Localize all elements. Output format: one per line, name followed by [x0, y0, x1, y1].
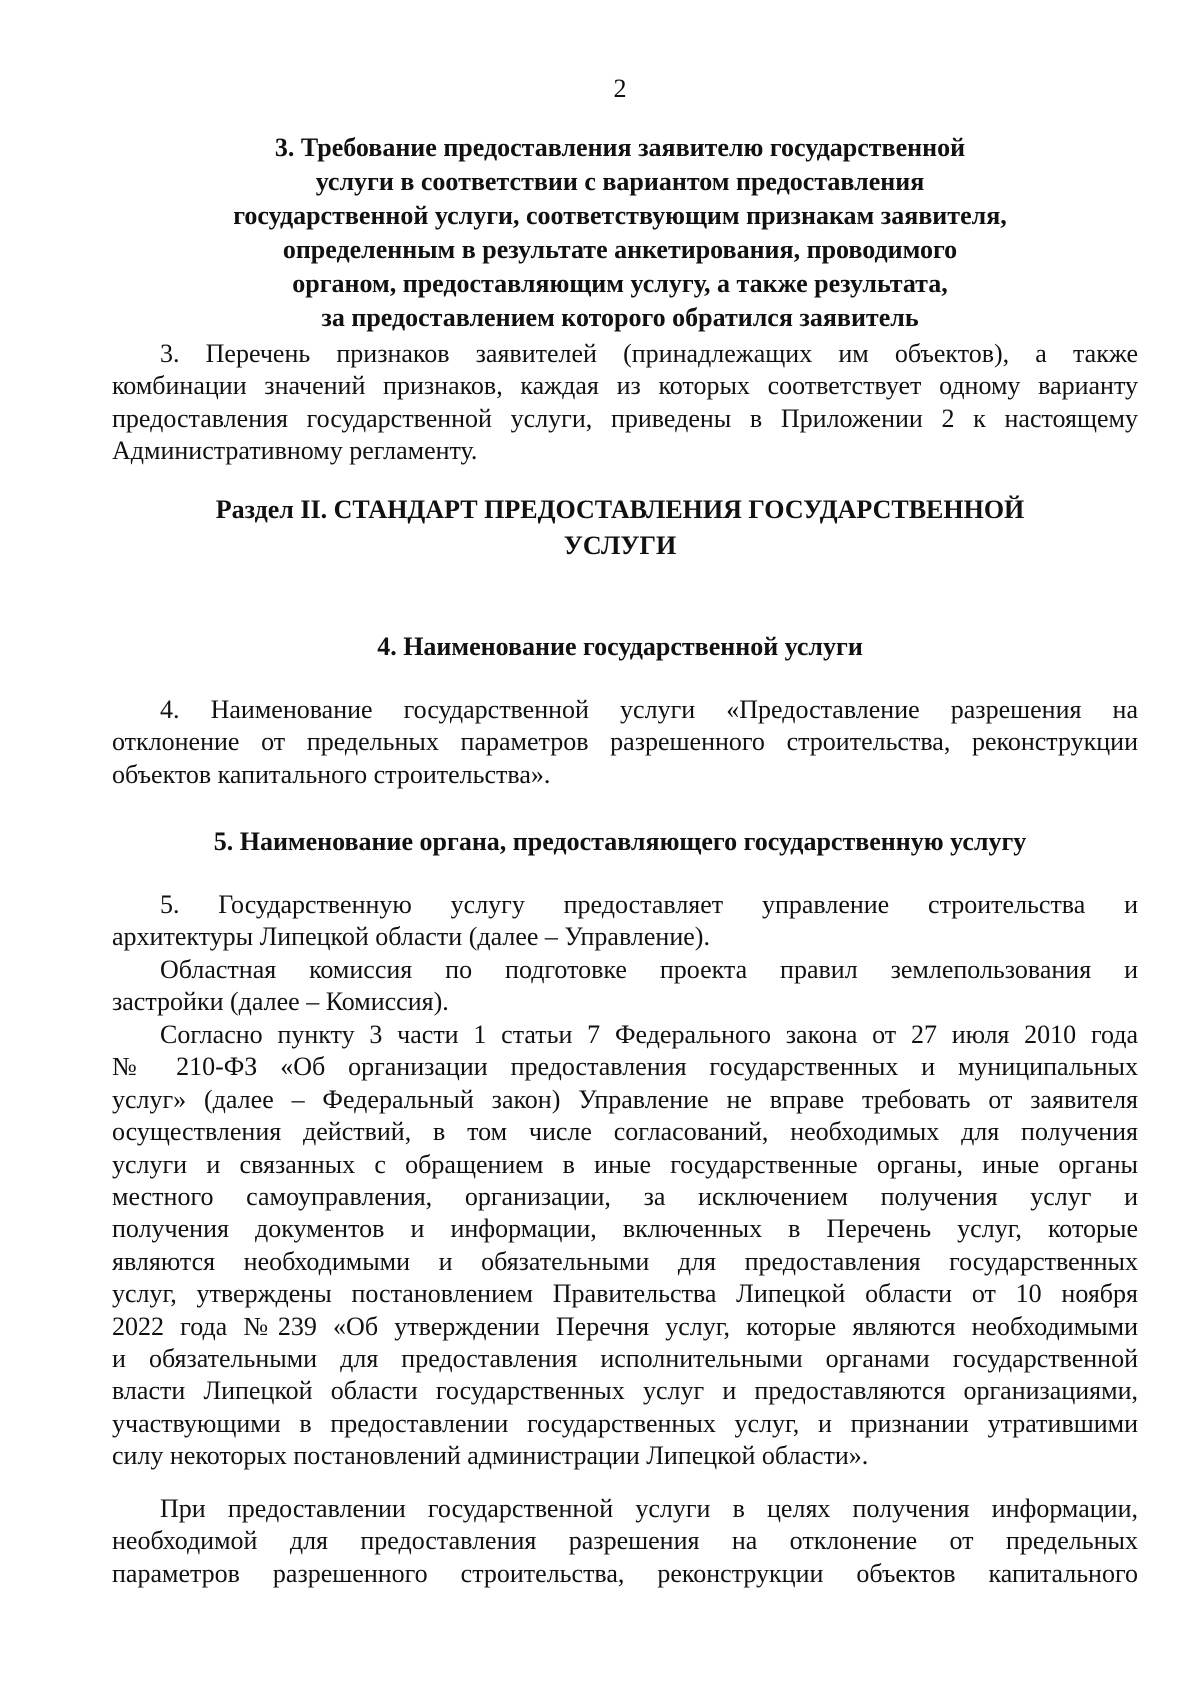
paragraph-commission [112, 954, 1138, 1019]
paragraph-line: услуг, утверждены постановлением Правительства Липецкой области от 10 ноября [112, 1279, 1138, 1309]
paragraph-line: услуги и связанных с обращением в иные государственные органы, иные органы [112, 1149, 1138, 1179]
paragraph-line: Областная комиссия по подготовке проекта правил землепользования и [160, 955, 1138, 984]
paragraph-line: комбинации значений признаков, каждая из которых соответствует одному варианту [112, 371, 1138, 401]
paragraph-line: № 210-ФЗ «Об организации предоставления государственных и муниципальных [112, 1052, 1138, 1082]
paragraph-3 [112, 338, 1138, 468]
section-4-heading [150, 630, 1090, 664]
paragraph-line: силу некоторых постановлений администрации Липецкой области». [112, 1441, 869, 1471]
paragraph-5 [112, 889, 1138, 954]
paragraph-line: Согласно пункту 3 части 1 статьи 7 Федерального закона от 27 июля 2010 года [160, 1020, 1138, 1049]
paragraph-line: 2022 года №239 «Об утверждении Перечня услуг, которые являются необходимыми [112, 1311, 1138, 1341]
heading-line: определенным в результате анкетирования, проводимого [282, 235, 958, 264]
heading-line: органом, предоставляющим услугу, а также результата, [292, 269, 948, 298]
paragraph-line: 5. Государственную услугу предоставляет управление строительства и [160, 890, 1138, 919]
paragraph-line: участвующими в предоставлении государственных услуг, и признании утратившими [112, 1408, 1138, 1438]
paragraph-line: объектов капитального строительства». [112, 759, 551, 789]
heading-line: государственной услуги, соответствующим признакам заявителя, [233, 201, 1007, 230]
paragraph-line: отклонение от предельных параметров разрешенного строительства, реконструкции [112, 727, 1138, 757]
paragraph-federal-law [112, 1019, 1138, 1473]
paragraph-line: осуществления действий, в том числе согласований, необходимых для получения [112, 1117, 1138, 1147]
paragraph-line: 4. Наименование государственной услуги «Предоставление разрешения на [160, 695, 1138, 724]
paragraph-line: и обязательными для предоставления исполнительными органами государственной [112, 1344, 1138, 1374]
heading-line: 5. Наименование органа, предоставляющего государственную услугу [213, 827, 1027, 856]
heading-line: Раздел II. СТАНДАРТ ПРЕДОСТАВЛЕНИЯ ГОСУДАРСТВЕННОЙ [215, 495, 1025, 524]
heading-line: УСЛУГИ [563, 531, 677, 560]
paragraph-line: Административному регламенту. [112, 436, 478, 466]
paragraph-line: необходимой для предоставления разрешения на отклонение от предельных [112, 1526, 1138, 1556]
heading-line: 3. Требование предоставления заявителю государственной [274, 133, 966, 162]
paragraph-information [112, 1493, 1138, 1590]
heading-line: за предоставлением которого обратился заявитель [321, 303, 919, 332]
paragraph-line: При предоставлении государственной услуги в целях получения информации, [160, 1494, 1138, 1523]
paragraph-line: получения документов и информации, включенных в Перечень услуг, которые [112, 1214, 1138, 1244]
section-3-heading [150, 131, 1090, 335]
section-5-heading [150, 825, 1090, 859]
paragraph-line: 3. Перечень признаков заявителей (принадлежащих им объектов), а также [160, 339, 1138, 368]
paragraph-line: застройки (далее – Комиссия). [112, 987, 449, 1017]
paragraph-line: архитектуры Липецкой области (далее – Управление). [112, 922, 710, 952]
paragraph-line: местного самоуправления, организации, за исключением получения услуг и [112, 1182, 1138, 1212]
paragraph-line: предоставления государственной услуги, приведены в Приложении 2 к настоящему [112, 403, 1138, 433]
page-number: 2 [613, 74, 627, 103]
paragraph-line: являются необходимыми и обязательными для предоставления государственных [112, 1246, 1138, 1276]
heading-line: услуги в соответствии с вариантом предоставления [315, 167, 925, 196]
heading-line: 4. Наименование государственной услуги [377, 632, 863, 661]
section-ii-heading [150, 492, 1090, 564]
paragraph-line: власти Липецкой области государственных услуг и предоставляются организациями, [112, 1376, 1138, 1406]
paragraph-4 [112, 694, 1138, 791]
paragraph-line: услуг» (далее – Федеральный закон) Управление не вправе требовать от заявителя [112, 1084, 1138, 1114]
paragraph-line: параметров разрешенного строительства, реконструкции объектов капитального [112, 1558, 1138, 1588]
